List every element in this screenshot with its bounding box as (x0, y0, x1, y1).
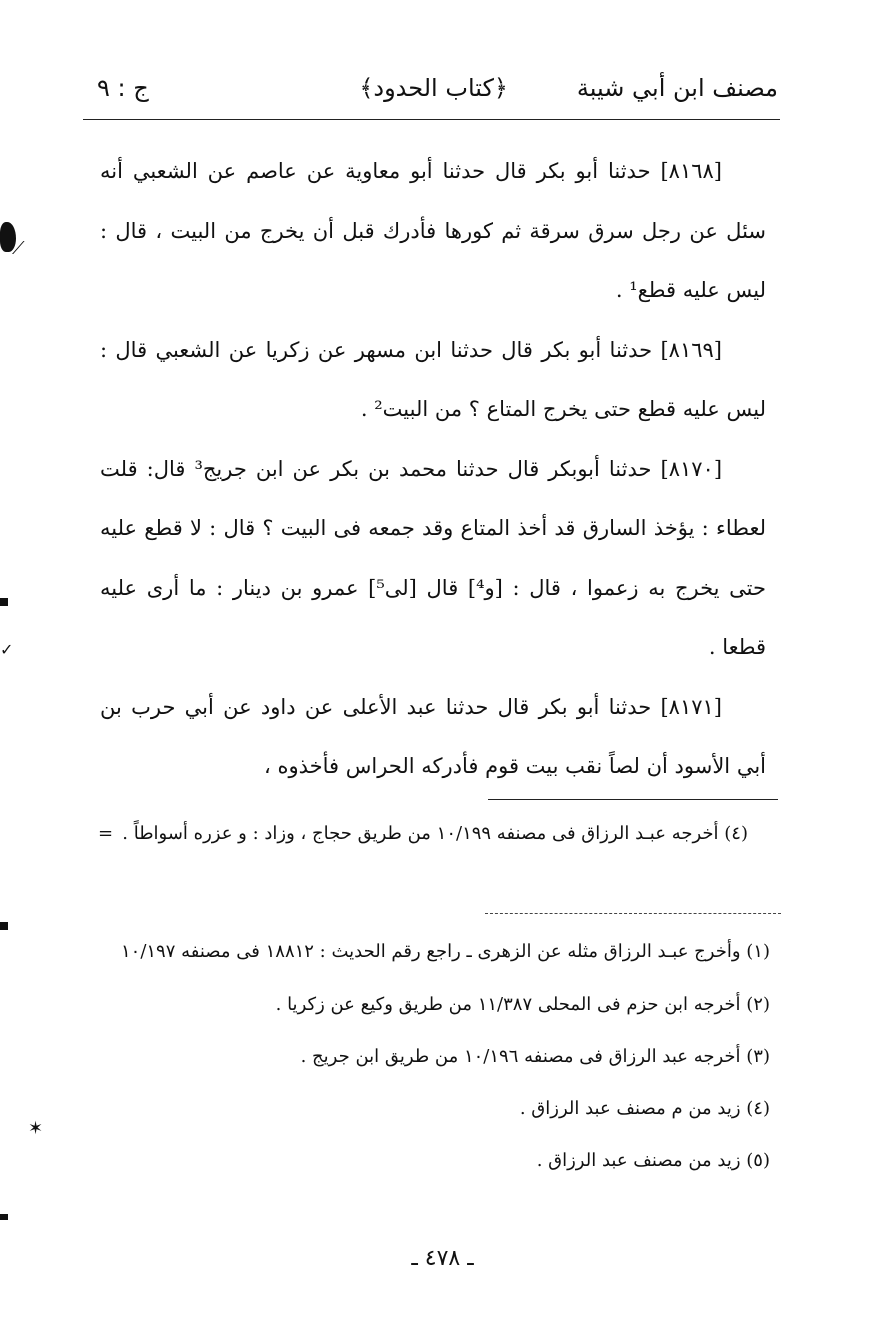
hadith-8171: [٨١٧١] حدثنا أبو بكر قال حدثنا عبد الأعلى عن داود عن أبي حرب بن أبي الأسود أن لصاً نقب بيت قوم فأدركه الحراس فأخذوه ، (100, 694, 766, 778)
continued-footnote (100, 814, 770, 854)
book-title: مصنف ابن أبي شيبة (576, 74, 778, 102)
scan-mark: ✶ (28, 1118, 44, 1139)
footnote-3: (٣) أخرجه عبد الرزاق فى مصنفه ١٠/١٩٦ من طريق ابن جريج . (300, 1046, 770, 1067)
hadith-8168: [٨١٦٨] حدثنا أبو بكر قال حدثنا أبو معاوية عن عاصم عن الشعبي أنه سئل عن رجل سرق سرقة ثم كورها فأدرك قبل أن يخرج من البيت ، قال : ليس عليه قطع¹ . (100, 159, 766, 302)
continuation-marker: = (98, 823, 114, 844)
footnote-4: (٤) زيد من م مصنف عبد الرزاق . (519, 1098, 770, 1119)
hadith-8170: [٨١٧٠] حدثنا أبوبكر قال حدثنا محمد بن بكر عن ابن جريج³ قال: قلت لعطاء : يؤخذ السارق قد أخذ المتاع وقد جمعه فى البيت ؟ قال : لا قطع عليه حتى يخرج به زعموا ، قال : [و⁴] قال [لى⁵] عمرو بن دينار : ما أرى عليه قطعا . (100, 456, 766, 659)
footnote-2: (٢) أخرجه ابن حزم فى المحلى ١١/٣٨٧ من طريق وكيع عن زكريا . (275, 994, 770, 1015)
footnote-1: (١) وأخرج عبـد الرزاق مثله عن الزهرى ـ راجع رقم الحديث : ١٨٨١٢ فى مصنفه ١٠/١٩٧ (120, 941, 770, 962)
footnotes (100, 930, 770, 1192)
scan-blot (0, 1214, 8, 1220)
scan-mark: ⟋ (12, 238, 25, 259)
header-rule (83, 119, 780, 120)
page-number: ـ ٤٧٨ ـ (411, 1246, 474, 1271)
footnote-divider (485, 913, 781, 914)
scan-blot (0, 922, 8, 930)
main-text (100, 142, 766, 797)
footnote-separator (488, 799, 778, 800)
scan-mark: ✓ (0, 640, 14, 659)
continued-footnote-text: (٤) أخرجه عبـد الرزاق فى مصنفه ١٠/١٩٩ من طريق حجاج ، وزاد : و عزره أسواطاً . (122, 823, 748, 844)
chapter-title: ﴿كتاب الحدود﴾ (359, 74, 508, 102)
scan-blot (0, 598, 8, 606)
running-header (85, 70, 778, 114)
footnote-5: (٥) زيد من مصنف عبد الرزاق . (536, 1150, 770, 1171)
volume-number: ج : ٩ (97, 74, 149, 102)
hadith-8169: [٨١٦٩] حدثنا أبو بكر قال حدثنا ابن مسهر عن زكريا عن الشعبي قال : ليس عليه قطع حتى يخرج المتاع ؟ من البيت² . (100, 337, 766, 421)
